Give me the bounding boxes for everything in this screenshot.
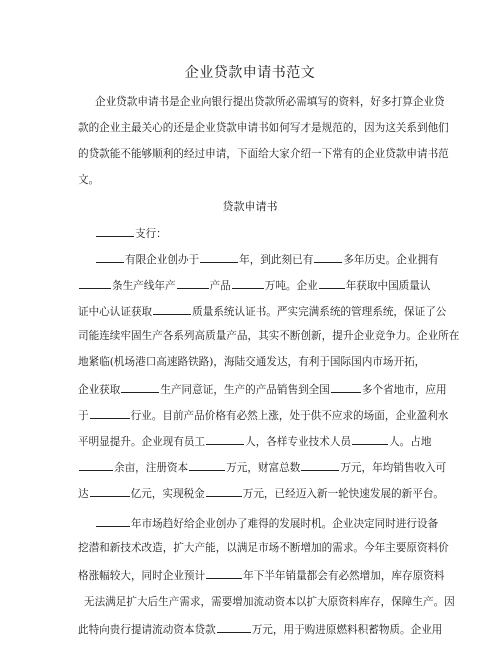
blank-field xyxy=(96,515,130,527)
blank-field xyxy=(352,433,388,445)
body-line-5: 司能连续牢固生产各系列高质量产品，其实不断创新，提升企业竞争力。企业所在 xyxy=(78,330,460,342)
blank-field xyxy=(79,277,111,289)
intro-line-1: 企业贷款申请书是企业向银行提出贷款所必需填写的资料，好多打算企业贷 xyxy=(95,96,445,108)
blank-field xyxy=(232,277,264,289)
blank-field xyxy=(314,251,342,263)
body-line-13: 挖潜和新技术改造，扩大产能，以满足市场不断增加的需求。今年主要原资料价 xyxy=(78,542,449,554)
blank-field xyxy=(331,381,361,393)
document-title: 企业贷款申请书范文 xyxy=(184,65,316,81)
blank-field xyxy=(121,381,159,393)
blank-field xyxy=(90,407,130,419)
blank-field xyxy=(200,251,238,263)
body-line-16: 此特向贵行提请流动资本贷款 万元，用于购进原燃料积蓄物质。企业用 xyxy=(78,621,442,637)
blank-field xyxy=(153,303,191,315)
body-line-15: 无法满足扩大后生产需求，需要增加流动资本以扩大原资料库存，保障生产。因 xyxy=(84,596,455,608)
body-line-14: 格涨幅较大，同时企业预计 年下半年销量都会有必然增加，库存原资料 xyxy=(78,567,444,583)
blank-field xyxy=(301,459,339,471)
body-line-10: 余亩，注册资本 万元，财富总数 万元，年均销售收入可 xyxy=(78,459,446,475)
body-line-4: 证中心认证获取 质量系统认证书。严实完满系统的管理系统，保证了公 xyxy=(78,303,446,319)
body-line-1: 支行： xyxy=(95,225,167,241)
blank-field xyxy=(206,567,242,579)
body-line-12: 年市场趋好给企业创办了难得的发展时机。企业决定同时进行设备 xyxy=(95,515,438,531)
blank-field xyxy=(96,251,124,263)
blank-field xyxy=(96,225,134,237)
blank-field xyxy=(217,621,251,633)
intro-line-4: 文。 xyxy=(78,174,100,186)
body-line-7: 企业获取 生产同意证，生产的产品销售到全国 多个省地市，应用 xyxy=(78,381,447,397)
blank-field xyxy=(189,459,225,471)
body-line-8: 于 行业。目前产品价格有必然上涨，处于供不应求的场面，企业盈利水 xyxy=(78,407,448,423)
body-line-11: 达 亿元，实现税金 万元，已经迈入新一轮快速发展的新平台。 xyxy=(78,485,444,501)
blank-field xyxy=(90,485,130,497)
body-line-3: 条生产线年产 产品 万吨。企业 年获取中国质量认 xyxy=(78,277,430,293)
blank-field xyxy=(79,459,113,471)
blank-field xyxy=(319,277,345,289)
intro-line-2: 款的企业主最关心的还是企业贷款申请书如何写才是规范的，因为这关系到他们 xyxy=(78,122,449,134)
body-line-6: 地紧临(机场港口高速路铁路)，海陆交通发达，有利于国际国内市场开拓， xyxy=(78,356,426,368)
body-line-2: 有限企业创办于 年，到此刻已有 多年历史。企业拥有 xyxy=(95,251,439,267)
blank-field xyxy=(206,485,242,497)
intro-line-3: 的贷款能不能够顺利的经过申请，下面给大家介绍一下常有的企业贷款申请书范 xyxy=(78,148,449,160)
blank-field xyxy=(177,277,209,289)
blank-field xyxy=(206,433,244,445)
letter-subtitle: 贷款申请书 xyxy=(222,200,278,213)
body-line-9: 平明显提升。企业现有员工 人，各样专业技术人员 人。占地 xyxy=(78,433,431,449)
